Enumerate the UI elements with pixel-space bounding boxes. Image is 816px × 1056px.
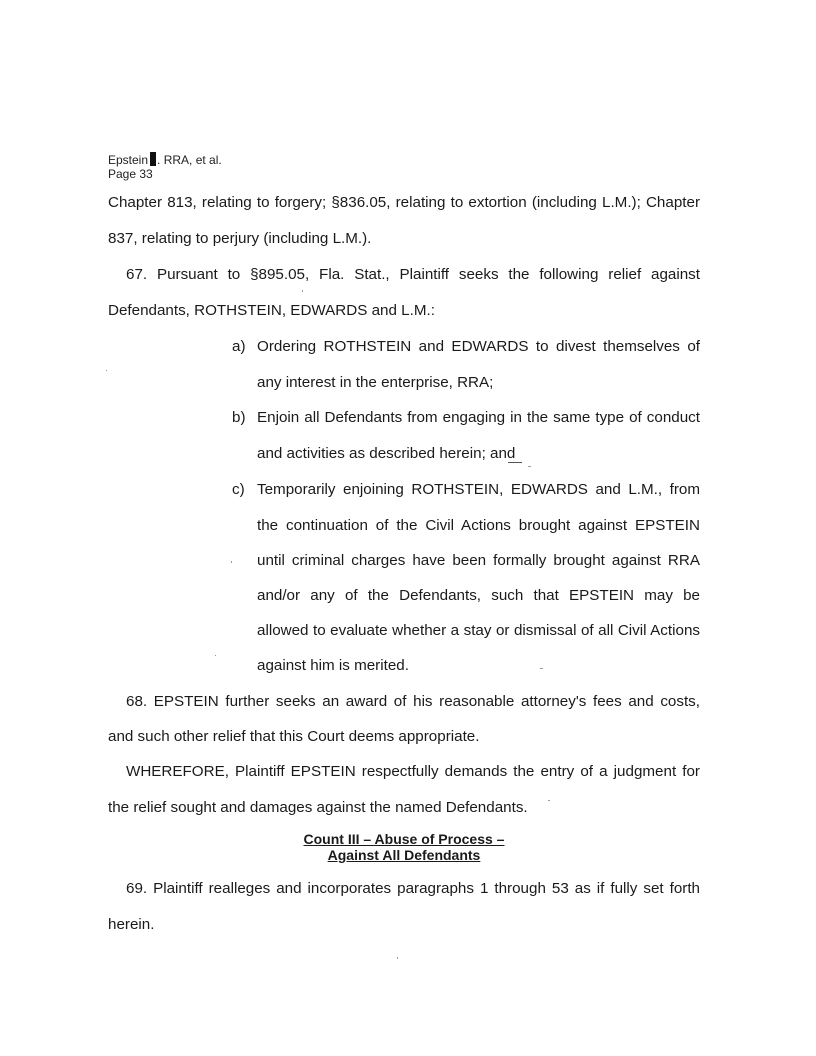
item-c-line-4: and/or any of the Defendants, such that EPSTEIN may be [257,587,700,604]
count-heading-line-2: Against All Defendants [327,847,481,863]
item-b-line-1: Enjoin all Defendants from engaging in the same type of conduct [257,409,700,426]
scan-speck [215,655,216,656]
scan-speck [548,800,550,801]
page-number: Page 33 [108,167,153,181]
item-a-line-1: Ordering ROTHSTEIN and EDWARDS to divest themselves of [257,338,700,355]
page-header [108,152,222,181]
continuation-line-1: Chapter 813, relating to forgery; §836.05, relating to extortion (including L.M.); Chapter [108,194,700,211]
redaction-block [150,152,156,166]
paragraph-68-line-2: and such other relief that this Court deems appropriate. [108,728,480,745]
scan-speck [397,957,398,959]
count-heading-line-1: Count III – Abuse of Process – [303,831,505,847]
scan-mark [508,462,522,463]
continuation-line-2: 837, relating to perjury (including L.M.). [108,230,372,247]
scan-speck [302,290,303,292]
item-c-line-6: against him is merited. [257,657,409,674]
item-c-line-2: the continuation of the Civil Actions brought against EPSTEIN [257,517,700,534]
paragraph-69-line-2: herein. [108,916,155,933]
wherefore-line-2: the relief sought and damages against the named Defendants. [108,799,528,816]
paragraph-67-line-1: 67. Pursuant to §895.05, Fla. Stat., Plaintiff seeks the following relief against [126,266,700,283]
scan-speck [231,561,232,563]
item-a-line-2: any interest in the enterprise, RRA; [257,374,494,391]
item-a-label: a) [232,338,246,355]
item-c-line-3: until criminal charges have been formally brought against RRA [257,552,700,569]
paragraph-68-line-1: 68. EPSTEIN further seeks an award of his reasonable attorney's fees and costs, [126,693,700,710]
caption-defendants: . RRA, et al. [157,153,222,167]
scan-speck [106,370,107,371]
paragraph-69-line-1: 69. Plaintiff realleges and incorporates paragraphs 1 through 53 as if fully set forth [126,880,700,897]
item-c-line-5: allowed to evaluate whether a stay or dismissal of all Civil Actions [257,622,700,639]
item-b-line-2: and activities as described herein; and [257,445,516,462]
item-b-label: b) [232,409,246,426]
scan-speck [528,466,531,467]
case-caption [108,152,222,167]
wherefore-line-1: WHEREFORE, Plaintiff EPSTEIN respectfully demands the entry of a judgment for [126,763,700,780]
item-c-label: c) [232,481,245,498]
item-c-line-1: Temporarily enjoining ROTHSTEIN, EDWARDS and L.M., from [257,481,700,498]
paragraph-67-line-2: Defendants, ROTHSTEIN, EDWARDS and L.M.: [108,302,435,319]
scan-speck [540,668,543,669]
caption-plaintiff: Epstein [108,153,149,167]
